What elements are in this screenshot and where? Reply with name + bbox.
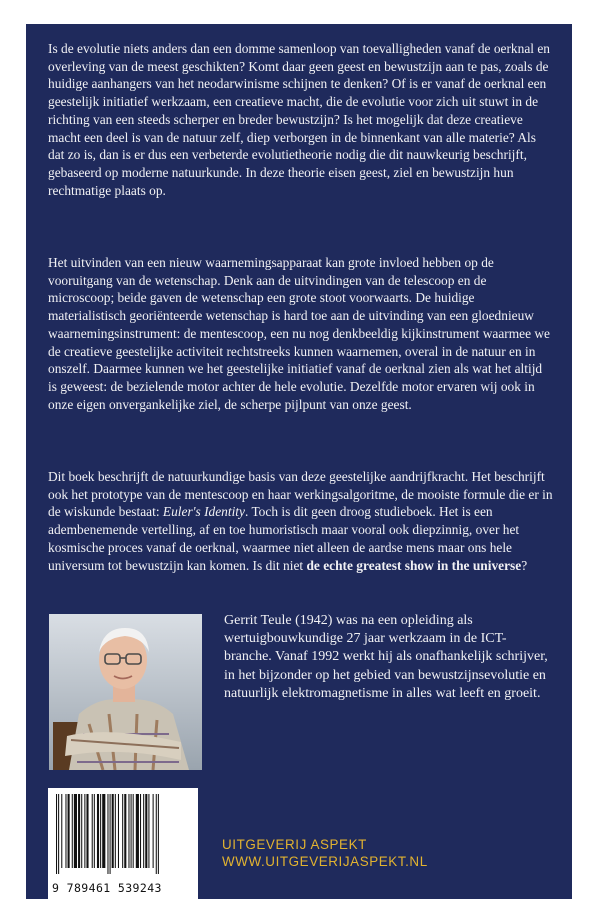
blurb-paragraph-1: Is de evolutie niets anders dan een domme samenloop van toevalligheden vanaf de oerknal en overleving van de meest geschikten? Komt daar geen geest en bewustzijn aan te pas, zoals de huidige aanhangers van het neodarwinisme schijnen te denken? Of is er vanaf de oerknal een geestelijk initiatief werkzaam, een creatieve macht, die de evolutie voor zich uit stuwt in de richting van een steeds scherper en breder bewustzijn? Is het mogelijk dat deze creatieve macht een deel is van de natuur zelf, diep verborgen in de binnenkant van alle materie? Als dat zo is, dan is er dus een verbeterde evolutietheorie nodig die dit nauwkeurig beschrijft, gebaseerd op moderne natuurkunde. In deze theorie eisen geest, ziel en bewustzijn hun rechtmatige plaats op. (48, 41, 550, 198)
blurb-paragraph-3 (48, 468, 554, 574)
barcode-bar (128, 794, 129, 868)
author-photo (49, 614, 202, 770)
publisher-website[interactable]: WWW.UITGEVERIJASPEKT.NL (222, 854, 428, 869)
barcode-bar (112, 794, 114, 868)
barcode-bar (110, 794, 111, 874)
barcode-bar (140, 794, 141, 868)
barcode-bar (102, 794, 105, 868)
blurb-paragraph-3-text-a: Dit boek beschrijft de natuurkundige basis van deze geestelijke aandrijfkracht. Het beschrijft ook het prototype van de mentescoop en haar werkingsalgoritme, de mooiste formule die er in de wiskunde bestaat: (48, 469, 553, 520)
barcode-bar (61, 794, 62, 868)
publisher-name: UITGEVERIJ ASPEKT (222, 837, 367, 852)
publisher-info (222, 836, 428, 870)
barcode-bar (148, 794, 149, 868)
barcode-bar (94, 794, 95, 868)
barcode-bar (118, 794, 119, 868)
barcode-bar (124, 794, 126, 868)
author-bio: Gerrit Teule (1942) was na een opleiding als wertuigbouwkundige 27 jaar werkzaam in de ICT-branche. Vanaf 1992 werkt hij als onafhankelijk schrijver, in het bijzonder op het gebied van bewustzijnsevolutie en natuurlijk elektromagnetisme in alles wat leeft en groeit. (224, 613, 548, 701)
barcode-bar (107, 794, 108, 874)
barcode-bars (54, 794, 192, 874)
barcode-bar (78, 794, 80, 868)
barcode-bar (72, 794, 73, 868)
barcode-bar (122, 794, 123, 868)
isbn-barcode (48, 788, 198, 899)
blurb-paragraph-3-text-c: ? (521, 557, 528, 573)
blurb-paragraph-3-text-b: . Toch is dit geen droog studieboek. Het is een adembenemende vertelling, af en toe humoristisch maar vooral ook diepzinnig, over het kosmische proces vanaf de oerknal, waarmee niet alleen de aardse mens maar ons hele universum tot bewustzijn kan komen. Is dit niet (48, 504, 520, 573)
barcode-bar (97, 794, 99, 868)
barcode-bar (136, 794, 139, 868)
barcode-bar (58, 794, 59, 874)
barcode-bar (115, 794, 116, 868)
back-cover (26, 24, 572, 899)
barcode-bar (92, 794, 93, 868)
barcode-bar (68, 794, 70, 868)
barcode-bar (86, 794, 88, 868)
barcode-bar (143, 794, 144, 868)
barcode-bar (158, 794, 159, 874)
barcode-bar (84, 794, 85, 868)
barcode-bar (65, 794, 66, 868)
author-portrait-image (49, 614, 202, 770)
barcode-bar (153, 794, 154, 868)
barcode-bar (74, 794, 77, 868)
barcode-bar (81, 794, 82, 868)
barcode-bar (133, 794, 134, 868)
blurb-paragraph-2: Het uitvinden van een nieuw waarnemingsapparaat kan grote invloed hebben op de vooruitgang van de wetenschap. Denk aan de uitvindingen van de telescoop en de microscoop; beide gaven de wetenschap een grote stoot voorwaarts. De huidige materialistisch georiënteerde wetenschap is hard toe aan de uitvinding van een gloednieuw waarnemingsinstrument: de mentescoop, een nu nog denkbeeldig kijkinstrument waarmee we de creatieve geestelijke activiteit rechtstreeks kunnen waarnemen, overal in de natuur en in onszelf. Daarmee kunnen we het geestelijke initiatief vanaf de oerknal zien als wat het altijd is geweest: de bezielende motor achter de hele evolutie. Dezelfde motor ervaren wij ook in onze eigen onvergankelijke ziel, de scherpe pijlpunt van onze geest. (48, 255, 551, 412)
barcode-bar (100, 794, 101, 868)
isbn-digits: 9 789461 539243 (52, 881, 162, 895)
greatest-show-phrase: de echte greatest show in the universe (306, 557, 522, 573)
barcode-bar (56, 794, 57, 874)
barcode-bar (145, 794, 147, 868)
barcode-bar (131, 794, 132, 868)
euler-identity-title: Euler's Identity (162, 504, 245, 520)
barcode-bar (156, 794, 157, 874)
